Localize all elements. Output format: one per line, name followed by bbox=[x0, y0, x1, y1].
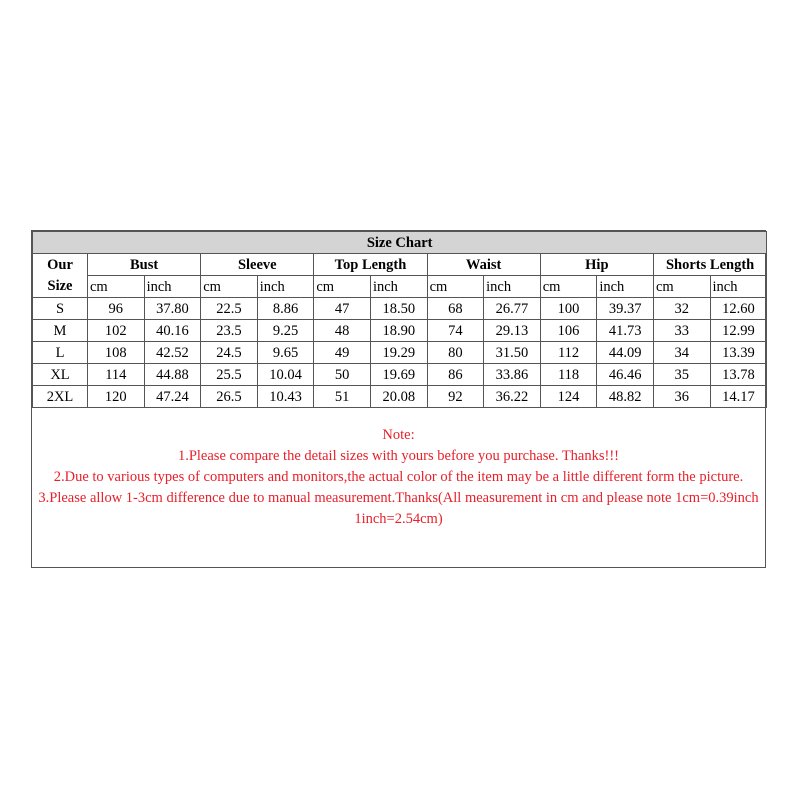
unit-inch: inch bbox=[484, 276, 541, 298]
value-inch: 19.69 bbox=[370, 364, 427, 386]
value-inch: 41.73 bbox=[597, 320, 654, 342]
value-inch: 9.25 bbox=[257, 320, 314, 342]
value-inch: 44.88 bbox=[144, 364, 201, 386]
value-cm: 23.5 bbox=[201, 320, 258, 342]
unit-cm: cm bbox=[314, 276, 371, 298]
value-inch: 40.16 bbox=[144, 320, 201, 342]
size-label: S bbox=[33, 298, 88, 320]
unit-cm: cm bbox=[201, 276, 258, 298]
header-hip: Hip bbox=[540, 254, 653, 276]
value-inch: 33.86 bbox=[484, 364, 541, 386]
unit-cm: cm bbox=[653, 276, 710, 298]
unit-inch: inch bbox=[257, 276, 314, 298]
notes-heading: Note: bbox=[382, 427, 415, 443]
value-inch: 20.08 bbox=[370, 386, 427, 408]
value-inch: 36.22 bbox=[484, 386, 541, 408]
table-row bbox=[33, 364, 767, 386]
value-inch: 13.78 bbox=[710, 364, 767, 386]
value-inch: 26.77 bbox=[484, 298, 541, 320]
our-size-label-line2: Size bbox=[47, 277, 73, 294]
value-inch: 12.60 bbox=[710, 298, 767, 320]
value-inch: 42.52 bbox=[144, 342, 201, 364]
note-line-3: 3.Please allow 1-3cm difference due to manual measurement.Thanks(All measurement in cm and please note 1cm=0.39inch 1inch=2.54cm) bbox=[38, 490, 759, 527]
value-cm: 100 bbox=[540, 298, 597, 320]
measurement-header-row bbox=[33, 254, 767, 276]
value-cm: 36 bbox=[653, 386, 710, 408]
unit-inch: inch bbox=[710, 276, 767, 298]
value-inch: 47.24 bbox=[144, 386, 201, 408]
table-row bbox=[33, 342, 767, 364]
title-row bbox=[33, 232, 767, 254]
size-rows bbox=[33, 298, 767, 408]
note-line-2: 2.Due to various types of computers and monitors,the actual color of the item may be a little different form the picture. bbox=[53, 469, 744, 485]
header-waist: Waist bbox=[427, 254, 540, 276]
value-cm: 47 bbox=[314, 298, 371, 320]
value-cm: 34 bbox=[653, 342, 710, 364]
value-cm: 102 bbox=[88, 320, 145, 342]
table-row bbox=[33, 298, 767, 320]
table-row bbox=[33, 386, 767, 408]
value-inch: 10.04 bbox=[257, 364, 314, 386]
value-inch: 13.39 bbox=[710, 342, 767, 364]
value-inch: 29.13 bbox=[484, 320, 541, 342]
size-label: L bbox=[33, 342, 88, 364]
value-inch: 9.65 bbox=[257, 342, 314, 364]
our-size-header bbox=[33, 254, 88, 298]
value-cm: 26.5 bbox=[201, 386, 258, 408]
value-inch: 39.37 bbox=[597, 298, 654, 320]
value-inch: 12.99 bbox=[710, 320, 767, 342]
size-label: XL bbox=[33, 364, 88, 386]
value-cm: 35 bbox=[653, 364, 710, 386]
value-cm: 112 bbox=[540, 342, 597, 364]
value-inch: 46.46 bbox=[597, 364, 654, 386]
our-size-label-line1: Our bbox=[47, 256, 73, 273]
value-cm: 24.5 bbox=[201, 342, 258, 364]
value-inch: 8.86 bbox=[257, 298, 314, 320]
size-table bbox=[32, 231, 767, 408]
value-cm: 108 bbox=[88, 342, 145, 364]
value-cm: 49 bbox=[314, 342, 371, 364]
notes-section bbox=[32, 406, 765, 567]
unit-inch: inch bbox=[597, 276, 654, 298]
unit-cm: cm bbox=[540, 276, 597, 298]
unit-row bbox=[33, 276, 767, 298]
header-top-length: Top Length bbox=[314, 254, 427, 276]
value-cm: 80 bbox=[427, 342, 484, 364]
value-inch: 48.82 bbox=[597, 386, 654, 408]
header-shorts-length: Shorts Length bbox=[653, 254, 766, 276]
value-cm: 32 bbox=[653, 298, 710, 320]
unit-inch: inch bbox=[144, 276, 201, 298]
value-cm: 96 bbox=[88, 298, 145, 320]
value-cm: 114 bbox=[88, 364, 145, 386]
note-line-1: 1.Please compare the detail sizes with yours before you purchase. Thanks!!! bbox=[177, 448, 620, 464]
table-title: Size Chart bbox=[33, 232, 767, 254]
value-inch: 18.50 bbox=[370, 298, 427, 320]
size-chart bbox=[31, 230, 766, 568]
value-cm: 106 bbox=[540, 320, 597, 342]
value-cm: 51 bbox=[314, 386, 371, 408]
header-bust: Bust bbox=[88, 254, 201, 276]
unit-cm: cm bbox=[427, 276, 484, 298]
value-inch: 44.09 bbox=[597, 342, 654, 364]
value-inch: 31.50 bbox=[484, 342, 541, 364]
table-row bbox=[33, 320, 767, 342]
size-label: M bbox=[33, 320, 88, 342]
value-inch: 10.43 bbox=[257, 386, 314, 408]
value-cm: 22.5 bbox=[201, 298, 258, 320]
value-cm: 120 bbox=[88, 386, 145, 408]
unit-cm: cm bbox=[88, 276, 145, 298]
value-cm: 74 bbox=[427, 320, 484, 342]
value-cm: 50 bbox=[314, 364, 371, 386]
value-cm: 124 bbox=[540, 386, 597, 408]
value-cm: 48 bbox=[314, 320, 371, 342]
size-label: 2XL bbox=[33, 386, 88, 408]
unit-inch: inch bbox=[370, 276, 427, 298]
value-inch: 19.29 bbox=[370, 342, 427, 364]
value-inch: 37.80 bbox=[144, 298, 201, 320]
header-sleeve: Sleeve bbox=[201, 254, 314, 276]
value-cm: 118 bbox=[540, 364, 597, 386]
value-cm: 68 bbox=[427, 298, 484, 320]
value-inch: 14.17 bbox=[710, 386, 767, 408]
value-cm: 86 bbox=[427, 364, 484, 386]
value-cm: 25.5 bbox=[201, 364, 258, 386]
value-inch: 18.90 bbox=[370, 320, 427, 342]
value-cm: 33 bbox=[653, 320, 710, 342]
value-cm: 92 bbox=[427, 386, 484, 408]
